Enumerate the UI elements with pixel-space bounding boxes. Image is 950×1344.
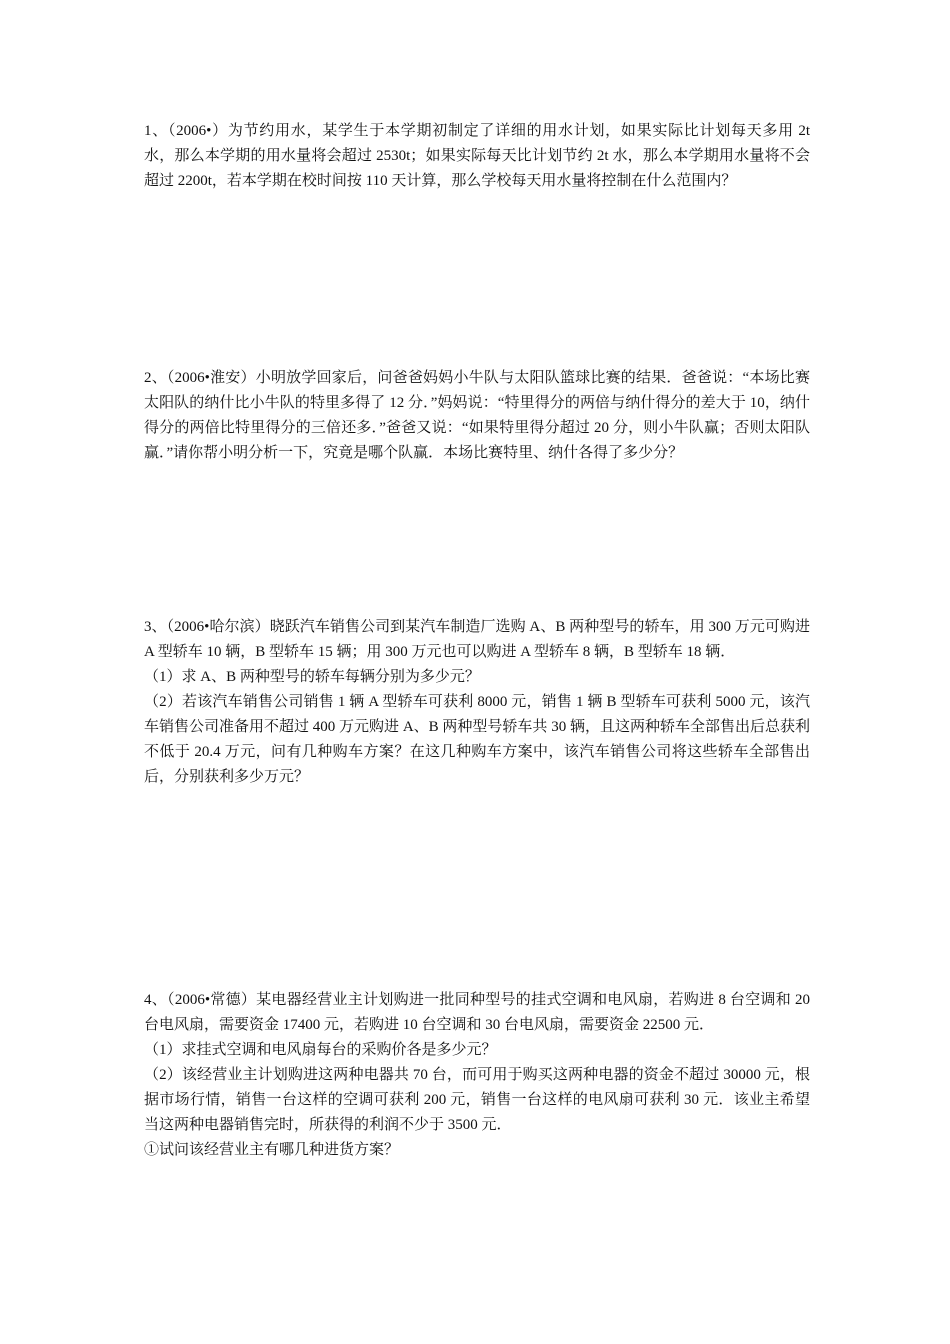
problem-2-statement: 2、（2006•淮安）小明放学回家后，问爸爸妈妈小牛队与太阳队篮球比赛的结果．爸爸说：“本场比赛太阳队的纳什比小牛队的特里多得了 12 分．”妈妈说：“特里得分的两倍与纳什得分的差大于 10，纳什得分的两倍比特里得分的三倍还多．”爸爸又说：“如果特里得分超过 20 分，则小牛队赢；否则太阳队赢．”请你帮小明分析一下，究竟是哪个队赢．本场比赛特里、纳什各得了多少分？ bbox=[144, 370, 810, 461]
problem-4-part-1: （1）求挂式空调和电风扇每台的采购价各是多少元？ bbox=[144, 1042, 497, 1058]
problem-1-statement: 1、（2006•）为节约用水，某学生于本学期初制定了详细的用水计划，如果实际比计划每天多用 2t 水，那么本学期的用水量将会超过 2530t；如果实际每天比计划节约 2t 水，那么本学期用水量将不会超过 2200t，若本学期在校时间按 110 天计算，那么学校每天用水量将控制在什么范围内？ bbox=[144, 123, 810, 189]
problem-1 bbox=[144, 119, 810, 194]
problem-4-statement: 4、（2006•常德）某电器经营业主计划购进一批同种型号的挂式空调和电风扇，若购进 8 台空调和 20 台电风扇，需要资金 17400 元，若购进 10 台空调和 30 台电风扇，需要资金 22500 元． bbox=[144, 992, 810, 1033]
problem-3-part-2: （2）若该汽车销售公司销售 1 辆 A 型轿车可获利 8000 元，销售 1 辆 B 型轿车可获利 5000 元，该汽车销售公司准备用不超过 400 万元购进 A、B 两种型号轿车共 30 辆，且这两种轿车全部售出后总获利不低于 20.4 万元，问有几种购车方案？在这几种购车方案中，该汽车销售公司将这些轿车全部售出后，分别获利多少万元？ bbox=[144, 694, 810, 785]
problem-4-part-2: （2）该经营业主计划购进这两种电器共 70 台，而可用于购买这两种电器的资金不超过 30000 元，根据市场行情，销售一台这样的空调可获利 200 元，销售一台这样的电风扇可获利 30 元．该业主希望当这两种电器销售完时，所获得的利润不少于 3500 元． bbox=[144, 1067, 810, 1133]
problem-3-part-1: （1）求 A、B 两种型号的轿车每辆分别为多少元？ bbox=[144, 669, 480, 685]
problem-3 bbox=[144, 615, 810, 790]
problem-3-statement: 3、（2006•哈尔滨）晓跃汽车销售公司到某汽车制造厂选购 A、B 两种型号的轿车，用 300 万元可购进 A 型轿车 10 辆，B 型轿车 15 辆；用 300 万元也可以购进 A 型轿车 8 辆，B 型轿车 18 辆． bbox=[144, 619, 810, 660]
problem-4 bbox=[144, 988, 810, 1163]
problem-4-subpart-1: ①试问该经营业主有哪几种进货方案？ bbox=[144, 1142, 400, 1158]
problem-2 bbox=[144, 366, 810, 466]
